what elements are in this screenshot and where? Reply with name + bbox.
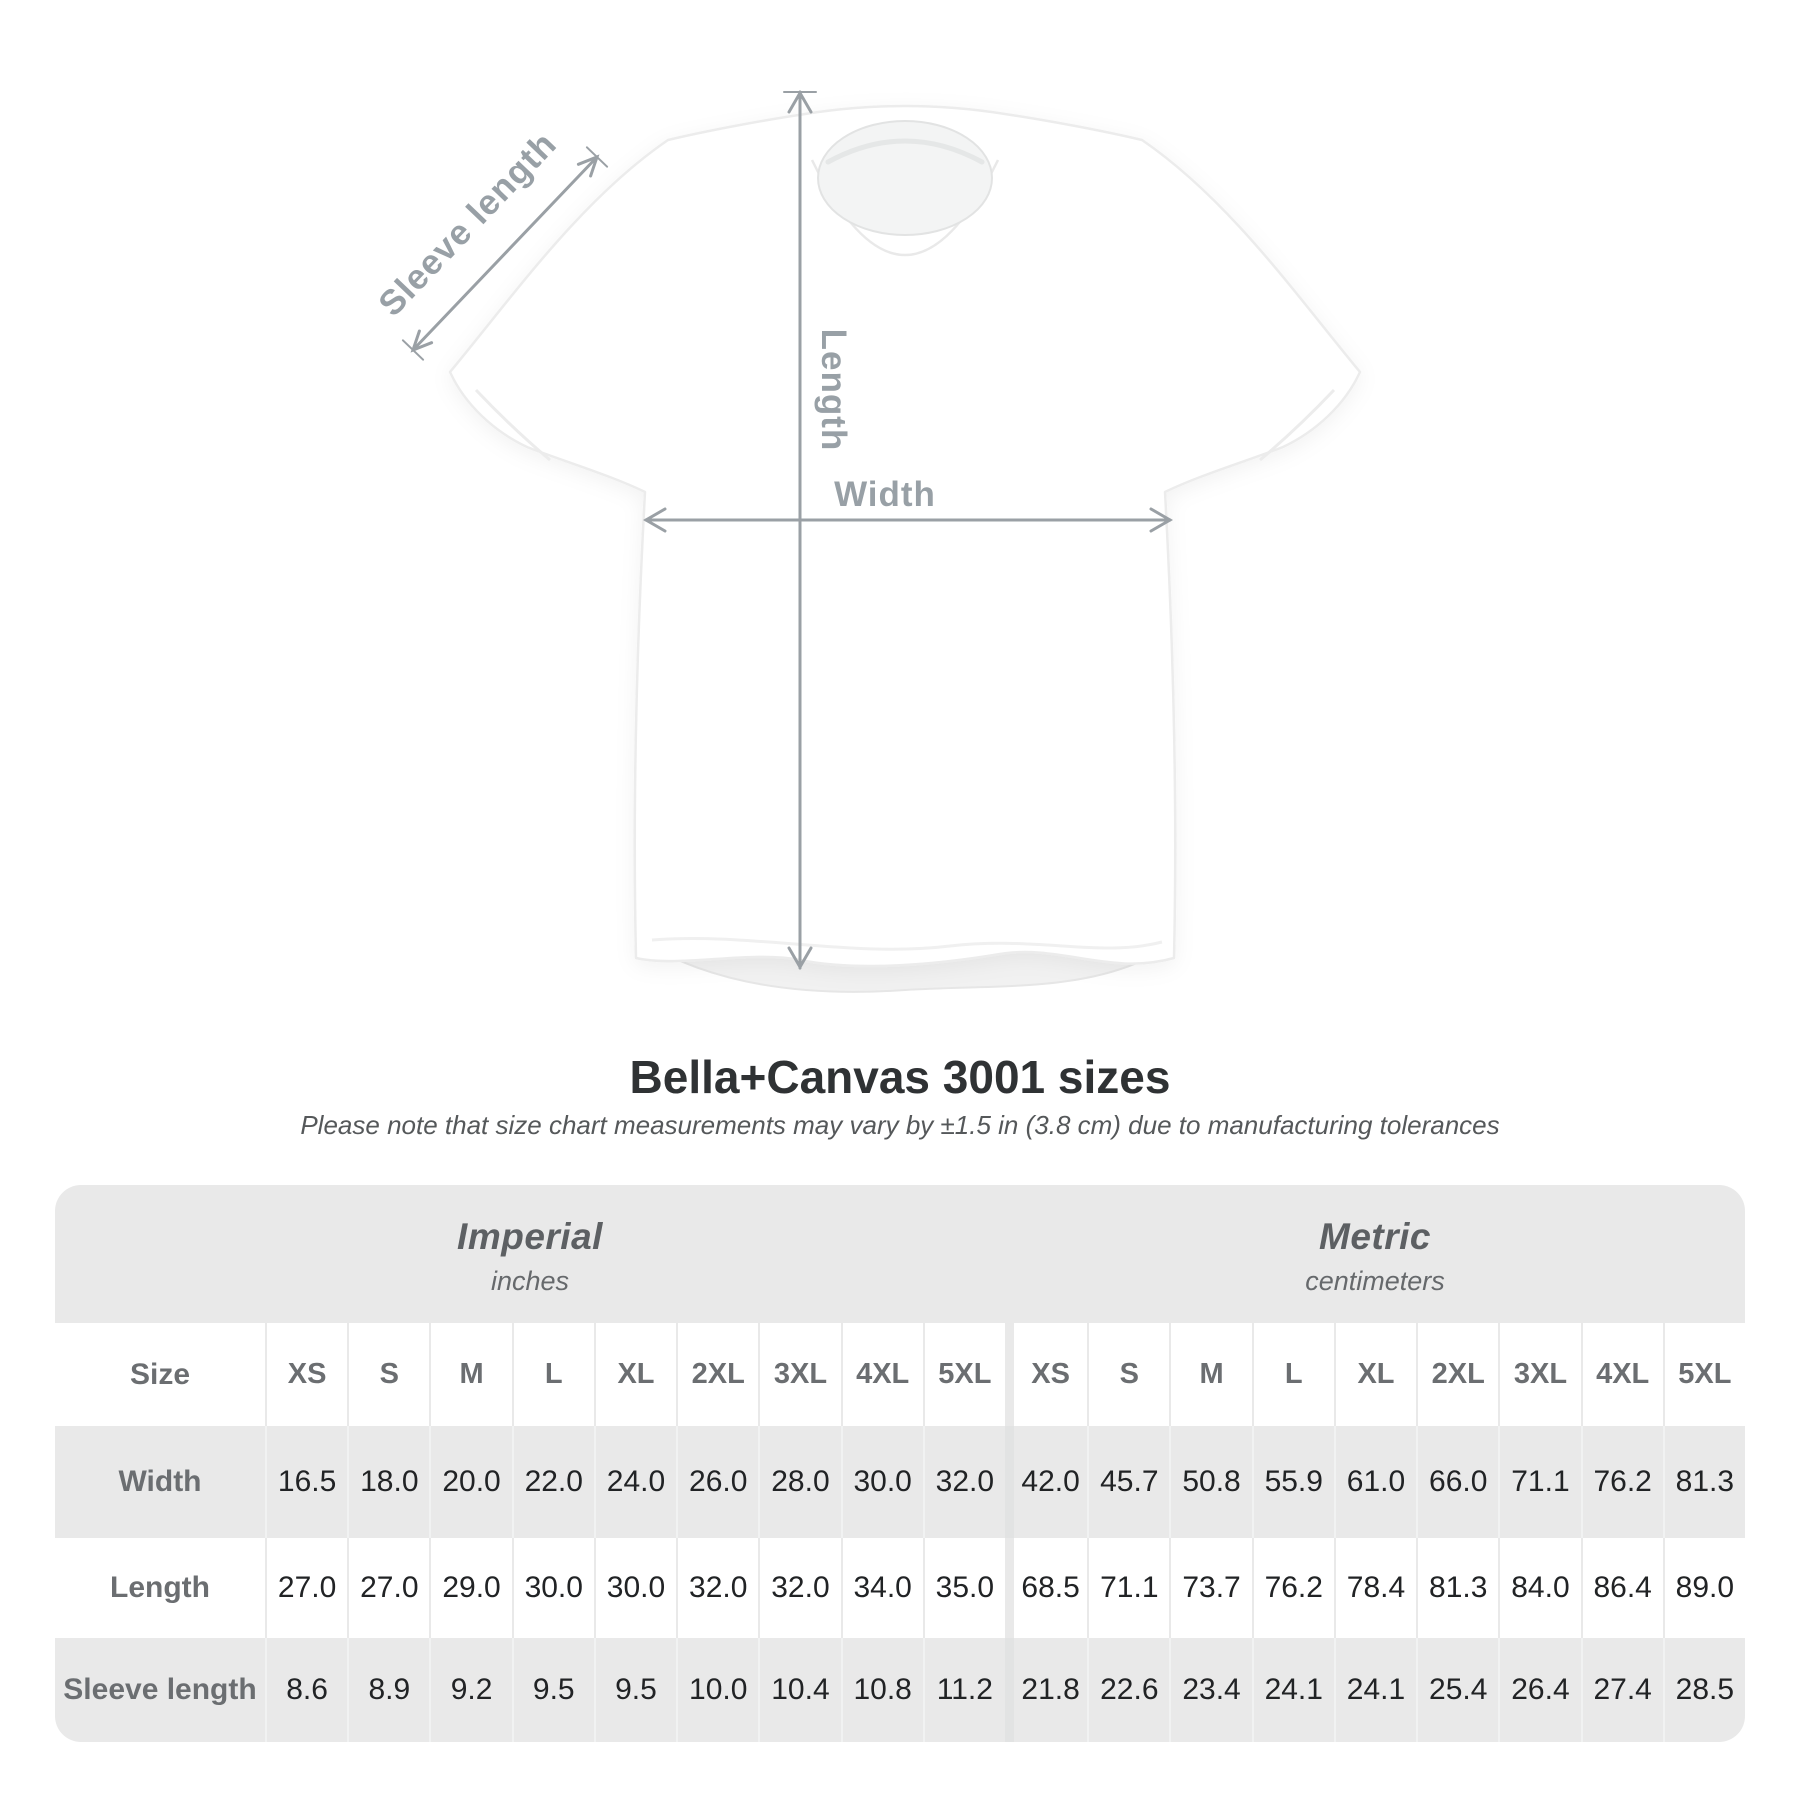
- value-cell-imperial-s: 27.0: [347, 1538, 429, 1638]
- page-title: Bella+Canvas 3001 sizes: [629, 1051, 1171, 1103]
- value-cell-metric-s: 22.6: [1087, 1638, 1169, 1742]
- size-column-header-metric-xs: XS: [1005, 1323, 1087, 1426]
- value-cell-metric-2xl: 25.4: [1416, 1638, 1498, 1742]
- size-column-header-metric-m: M: [1169, 1323, 1251, 1426]
- value-cell-metric-xs: 68.5: [1005, 1538, 1087, 1638]
- value-cell-metric-3xl: 26.4: [1498, 1638, 1580, 1742]
- size-column-header-metric-s: S: [1087, 1323, 1169, 1426]
- size-column-header-imperial-s: S: [347, 1323, 429, 1426]
- value-cell-metric-5xl: 89.0: [1663, 1538, 1745, 1638]
- size-column-header-imperial-3xl: 3XL: [758, 1323, 840, 1426]
- value-cell-imperial-l: 9.5: [512, 1638, 594, 1742]
- value-cell-imperial-m: 20.0: [429, 1426, 511, 1538]
- size-column-header-metric-5xl: 5XL: [1663, 1323, 1745, 1426]
- size-column-header-metric-4xl: 4XL: [1581, 1323, 1663, 1426]
- size-header-cell: Size: [55, 1323, 265, 1426]
- imperial-group-header: [55, 1185, 1005, 1323]
- value-cell-metric-4xl: 76.2: [1581, 1426, 1663, 1538]
- size-column-header-metric-2xl: 2XL: [1416, 1323, 1498, 1426]
- value-cell-metric-xs: 42.0: [1005, 1426, 1087, 1538]
- value-cell-imperial-l: 30.0: [512, 1538, 594, 1638]
- size-column-header-metric-xl: XL: [1334, 1323, 1416, 1426]
- value-cell-imperial-4xl: 30.0: [841, 1426, 923, 1538]
- sleeve-length-arrow-label: Sleeve length: [371, 124, 565, 324]
- size-column-header-imperial-xl: XL: [594, 1323, 676, 1426]
- value-cell-metric-m: 50.8: [1169, 1426, 1251, 1538]
- imperial-group-unit: inches: [490, 1265, 570, 1296]
- value-cell-metric-3xl: 71.1: [1498, 1426, 1580, 1538]
- row-label-length: Length: [55, 1538, 265, 1638]
- value-cell-metric-m: 73.7: [1169, 1538, 1251, 1638]
- value-cell-imperial-s: 18.0: [347, 1426, 429, 1538]
- value-cell-metric-xl: 78.4: [1334, 1538, 1416, 1638]
- value-cell-imperial-3xl: 28.0: [758, 1426, 840, 1538]
- size-column-header-metric-l: L: [1252, 1323, 1334, 1426]
- value-cell-imperial-5xl: 32.0: [923, 1426, 1005, 1538]
- value-cell-metric-5xl: 81.3: [1663, 1426, 1745, 1538]
- value-cell-metric-2xl: 81.3: [1416, 1538, 1498, 1638]
- value-cell-imperial-xs: 16.5: [265, 1426, 347, 1538]
- value-cell-metric-xl: 24.1: [1334, 1638, 1416, 1742]
- value-cell-metric-s: 71.1: [1087, 1538, 1169, 1638]
- value-cell-imperial-s: 8.9: [347, 1638, 429, 1742]
- metric-group-label: Metric: [1319, 1215, 1431, 1257]
- value-cell-imperial-xl: 30.0: [594, 1538, 676, 1638]
- size-column-header-imperial-l: L: [512, 1323, 594, 1426]
- size-table-grid: [55, 1323, 1745, 1742]
- value-cell-metric-s: 45.7: [1087, 1426, 1169, 1538]
- size-column-header-imperial-2xl: 2XL: [676, 1323, 758, 1426]
- value-cell-metric-3xl: 84.0: [1498, 1538, 1580, 1638]
- value-cell-imperial-m: 9.2: [429, 1638, 511, 1742]
- row-label-width: Width: [118, 1465, 202, 1498]
- size-column-header-imperial-m: M: [429, 1323, 511, 1426]
- imperial-group-label: Imperial: [457, 1215, 603, 1257]
- value-cell-imperial-3xl: 10.4: [758, 1638, 840, 1742]
- page-subtitle: Please note that size chart measurements may vary by ±1.5 in (3.8 cm) due to manufacturing tolerances: [300, 1110, 1500, 1140]
- value-cell-imperial-l: 22.0: [512, 1426, 594, 1538]
- value-cell-imperial-2xl: 10.0: [676, 1638, 758, 1742]
- value-cell-metric-l: 76.2: [1252, 1538, 1334, 1638]
- tshirt-diagram: [300, 60, 1550, 1070]
- value-cell-metric-l: 55.9: [1252, 1426, 1334, 1538]
- unit-group-header: [55, 1185, 1745, 1323]
- value-cell-metric-4xl: 86.4: [1581, 1538, 1663, 1638]
- metric-group-unit: centimeters: [1305, 1265, 1445, 1296]
- value-cell-metric-5xl: 28.5: [1663, 1638, 1745, 1742]
- value-cell-imperial-m: 29.0: [429, 1538, 511, 1638]
- value-cell-imperial-4xl: 34.0: [841, 1538, 923, 1638]
- value-cell-metric-l: 24.1: [1252, 1638, 1334, 1742]
- size-column-header-imperial-5xl: 5XL: [923, 1323, 1005, 1426]
- value-cell-imperial-5xl: 35.0: [923, 1538, 1005, 1638]
- value-cell-imperial-3xl: 32.0: [758, 1538, 840, 1638]
- value-cell-imperial-xl: 9.5: [594, 1638, 676, 1742]
- value-cell-metric-4xl: 27.4: [1581, 1638, 1663, 1742]
- value-cell-metric-m: 23.4: [1169, 1638, 1251, 1742]
- value-cell-metric-xs: 21.8: [1005, 1638, 1087, 1742]
- value-cell-imperial-xl: 24.0: [594, 1426, 676, 1538]
- size-table: [55, 1185, 1745, 1742]
- value-cell-imperial-xs: 8.6: [265, 1638, 347, 1742]
- value-cell-imperial-2xl: 26.0: [676, 1426, 758, 1538]
- value-cell-imperial-4xl: 10.8: [841, 1638, 923, 1742]
- value-cell-imperial-5xl: 11.2: [923, 1638, 1005, 1742]
- value-cell-metric-2xl: 66.0: [1416, 1426, 1498, 1538]
- value-cell-imperial-2xl: 32.0: [676, 1538, 758, 1638]
- row-label-sleeve-length: Sleeve length: [63, 1673, 257, 1706]
- size-column-header-imperial-xs: XS: [265, 1323, 347, 1426]
- size-column-header-metric-3xl: 3XL: [1498, 1323, 1580, 1426]
- value-cell-imperial-xs: 27.0: [265, 1538, 347, 1638]
- value-cell-metric-xl: 61.0: [1334, 1426, 1416, 1538]
- metric-group-header: [1005, 1185, 1745, 1323]
- length-arrow-label: Length: [814, 328, 853, 452]
- width-arrow-label: Width: [834, 475, 936, 514]
- size-column-header-imperial-4xl: 4XL: [841, 1323, 923, 1426]
